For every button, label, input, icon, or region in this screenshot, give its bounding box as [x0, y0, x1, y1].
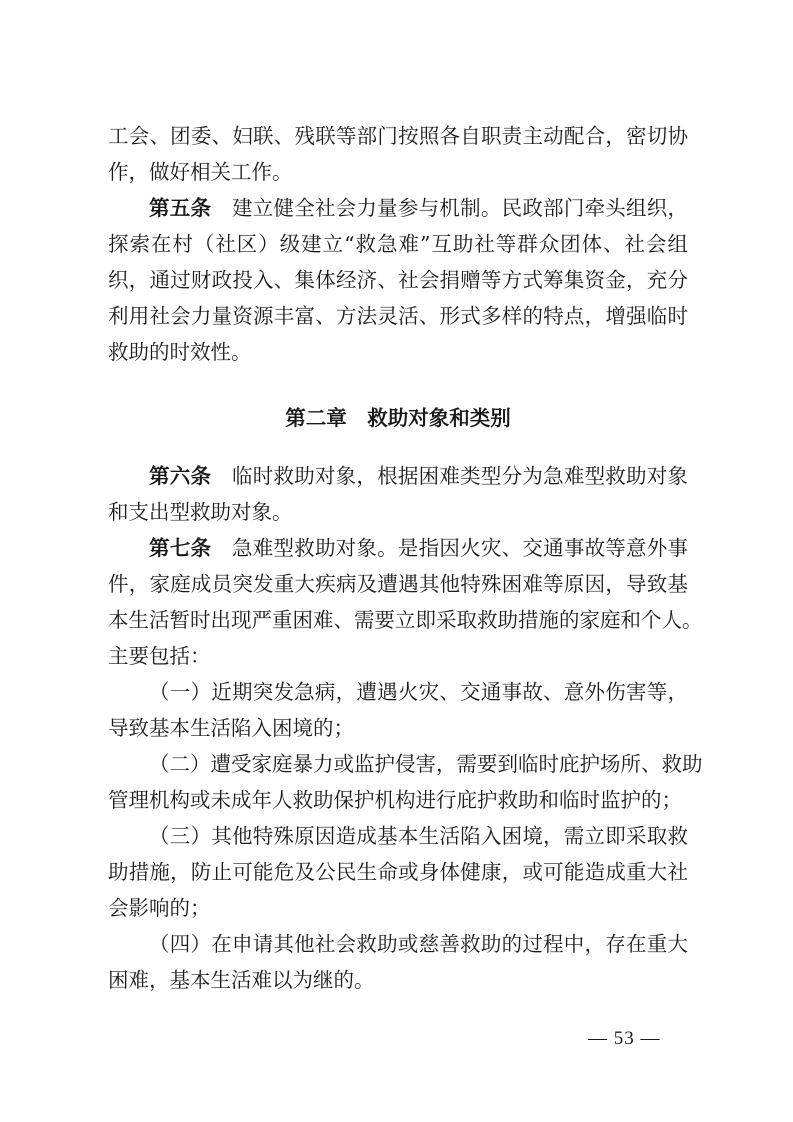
body-text-upper [108, 118, 688, 370]
text-line: 件，家庭成员突发重大疾病及遭遇其他特殊困难等原因，导致基 [108, 572, 688, 596]
article-7-line-1 [108, 530, 688, 566]
chapter-heading: 第二章 救助对象和类别 [285, 406, 511, 430]
text-line: 本生活暂时出现严重困难、需要立即采取救助措施的家庭和个人。 [108, 608, 703, 632]
article-6-line-1 [108, 458, 688, 494]
page-number: — 53 — [588, 1028, 661, 1049]
article-6-number: 第六条 [149, 464, 212, 488]
item-2-line-2: 管理机构或未成年人救助保护机构进行庇护救助和临时监护的； [108, 788, 682, 812]
article-6-text: 临时救助对象，根据困难类型分为急难型救助对象 [231, 464, 689, 488]
text-line: 利用社会力量资源丰富、方法灵活、形式多样的特点，增强临时 [108, 304, 688, 328]
article-5-number: 第五条 [149, 196, 212, 220]
text-line: 主要包括： [108, 644, 211, 668]
article-7-number: 第七条 [149, 536, 212, 560]
item-1-line-1: （一）近期突发急病，遭遇火灾、交通事故、意外伤害等， [149, 680, 688, 704]
text-line: 作，做好相关工作。 [108, 160, 293, 184]
item-3-line-2: 助措施，防止可能危及公民生命或身体健康，或可能造成重大社 [108, 860, 688, 884]
item-2-line-1: （二）遭受家庭暴力或监护侵害，需要到临时庇护场所、救助 [149, 752, 703, 776]
text-line: 探索在村（社区）级建立“救急难”互助社等群众团体、社会组 [108, 232, 688, 256]
article-5-line-1 [108, 190, 688, 226]
body-text-lower [108, 458, 703, 998]
article-5-text: 建立健全社会力量参与机制。民政部门牵头组织， [231, 196, 689, 220]
article-7-text: 急难型救助对象。是指因火灾、交通事故等意外事 [231, 536, 689, 560]
item-4-line-2: 困难，基本生活难以为继的。 [108, 968, 375, 992]
item-3-line-1: （三）其他特殊原因造成基本生活陷入困境，需立即采取救 [149, 824, 688, 848]
text-line: 织，通过财政投入、集体经济、社会捐赠等方式筹集资金，充分 [108, 268, 688, 292]
text-line: 救助的时效性。 [108, 340, 252, 364]
item-4-line-1: （四）在申请其他社会救助或慈善救助的过程中，存在重大 [149, 932, 688, 956]
item-3-line-3: 会影响的； [108, 896, 211, 920]
item-1-line-2: 导致基本生活陷入困境的； [108, 716, 354, 740]
text-line: 和支出型救助对象。 [108, 500, 293, 524]
text-line: 工会、团委、妇联、残联等部门按照各自职责主动配合，密切协 [108, 124, 688, 148]
